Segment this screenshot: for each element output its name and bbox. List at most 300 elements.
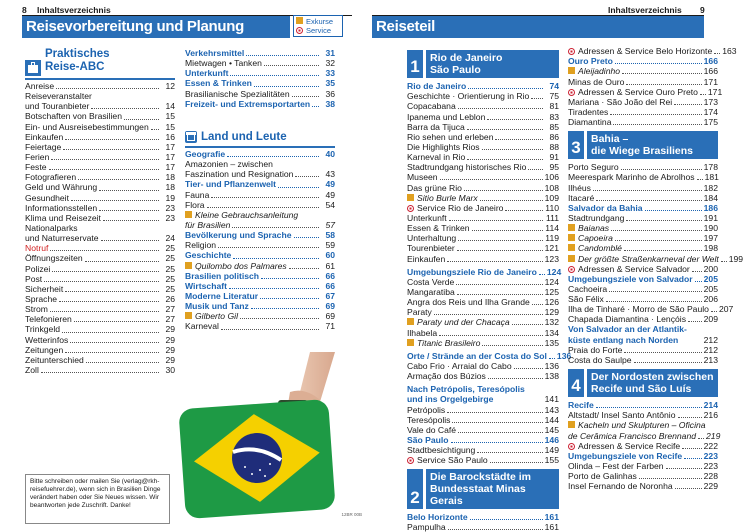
toc-entry-title: Paraty: [407, 307, 432, 318]
toc-entry-title: Einkaufen: [25, 131, 64, 142]
toc-entry-title: Umgebungsziele von Salvador: [568, 273, 693, 284]
excursion-icon: [568, 421, 575, 428]
toc-entry: [25, 284, 175, 294]
toc-entry-title: Paraty und der Chacaça: [417, 317, 510, 328]
toc-entry: [407, 182, 559, 192]
chapter-title: Die Barockstädte im: [430, 471, 531, 484]
building-icon: [185, 131, 197, 143]
toc-entry-page: 178: [703, 162, 718, 173]
toc-entry-page: 134: [544, 327, 559, 338]
toc-entry: [185, 271, 335, 281]
toc-entry-page: 110: [545, 202, 559, 213]
toc-entry-title: Stadtrundgang: [568, 212, 625, 223]
toc-entry: [185, 68, 335, 78]
photo-credit: 12BR 00B: [341, 512, 362, 517]
toc-entry-page: 61: [325, 260, 335, 271]
toc-entry-page: 18: [165, 182, 175, 193]
toc-entry-title: Brasilianische Spezialitäten: [185, 88, 290, 99]
toc-entry: [568, 355, 718, 365]
running-header-left: Inhaltsverzeichnis: [37, 5, 111, 15]
excursion-icon: [568, 234, 575, 241]
toc-entry-title: Belo Horizonte: [407, 512, 468, 523]
toc-entry: [568, 97, 718, 107]
toc-entry: [185, 301, 335, 311]
toc-entry: [185, 58, 335, 68]
toc-entry-title: Teresópolis: [407, 414, 451, 425]
chapter-heading: [407, 469, 559, 509]
toc-entry: [25, 274, 175, 284]
toc-entry-page: 19: [165, 192, 175, 203]
toc-column-1: [25, 81, 175, 375]
toc-entry-page: 181: [704, 172, 719, 183]
toc-entry: [185, 190, 335, 200]
toc-entry: [407, 425, 559, 435]
chapter-title: Bahia –: [591, 133, 629, 146]
excursion-icon: [185, 262, 192, 269]
toc-entry: [25, 253, 175, 263]
toc-entry-page: 31: [325, 47, 335, 58]
toc-entry-page: 66: [325, 270, 335, 281]
toc-entry: [407, 152, 559, 162]
toc-entry-page: 184: [703, 192, 718, 203]
toc-entry-title: Zeitungen: [25, 344, 64, 355]
excursion-icon: [185, 211, 192, 218]
toc-entry-page: 198: [703, 243, 718, 254]
toc-entry-title: Unterkunft: [185, 68, 229, 79]
toc-entry-title: Feste: [25, 162, 47, 173]
toc-entry-title: Armação dos Búzios: [407, 371, 486, 382]
toc-entry: [185, 159, 335, 169]
chapter-number: 4: [568, 369, 584, 397]
toc-entry-title: Post: [25, 273, 43, 284]
toc-entry-title: Wirtschaft: [185, 280, 227, 291]
toc-entry-page: 69: [325, 301, 335, 312]
section-title-line2: Reise-ABC: [45, 61, 105, 73]
toc-entry-title: Sicherheit: [25, 283, 64, 294]
toc-entry: [25, 223, 175, 233]
toc-entry-title: Ein- und Ausreisebestimmungen: [25, 121, 149, 132]
toc-entry-page: 81: [549, 101, 559, 112]
toc-entry-title: Anreise: [25, 80, 55, 91]
toc-entry-title: Trinkgeld: [25, 324, 61, 335]
toc-entry: [407, 223, 559, 233]
toc-entry-title: Capoeira: [578, 233, 613, 244]
toc-entry-title: Chapada Diamantina · Lençóis: [568, 314, 686, 325]
toc-entry: [25, 91, 175, 101]
toc-entry-title: Unterhaltung: [407, 233, 457, 244]
toc-entry-page: 205: [703, 283, 718, 294]
toc-entry-page: 124: [544, 276, 559, 287]
toc-entry: [568, 441, 718, 451]
toc-entry: [407, 253, 559, 263]
toc-entry-page: 186: [703, 202, 718, 213]
toc-entry: [407, 522, 559, 532]
toc-entry-page: 216: [703, 410, 718, 421]
toc-entry-title: Vale do Café: [407, 424, 457, 435]
toc-entry: [185, 169, 335, 179]
toc-entry-title: Fotografieren: [25, 172, 77, 183]
toc-entry-page: 136: [556, 350, 572, 361]
toc-entry: [407, 243, 559, 253]
toc-entry-title: São Paulo: [407, 434, 449, 445]
toc-entry-page: 223: [703, 460, 718, 471]
toc-entry: [25, 172, 175, 182]
toc-entry-page: 91: [549, 152, 559, 163]
excursion-icon: [568, 244, 575, 251]
toc-entry-page: 166: [703, 56, 718, 67]
toc-entry-page: 88: [549, 141, 559, 152]
toc-entry-title: Angra dos Reis und Ilha Grande: [407, 297, 530, 308]
toc-entry-title: São Félix: [568, 294, 604, 305]
toc-entry-page: 174: [703, 106, 718, 117]
toc-entry-title: Ouro Preto: [568, 56, 613, 67]
toc-entry-page: 111: [545, 212, 559, 223]
toc-entry-title: Freizeit- und Extremsportarten: [185, 98, 311, 109]
toc-entry: [185, 48, 335, 58]
toc-entry: [25, 365, 175, 375]
toc-entry: [568, 461, 718, 471]
toc-entry-page: 40: [325, 148, 335, 159]
toc-entry-title: Geld und Währung: [25, 182, 98, 193]
toc-entry-title: Titanic Brasileiro: [417, 337, 481, 348]
toc-entry-page: 109: [544, 192, 559, 203]
toc-entry-page: 106: [544, 172, 559, 183]
toc-entry: [407, 81, 559, 91]
toc-entry: [568, 243, 718, 253]
toc-entry: [407, 111, 559, 121]
toc-entry-title: Essen & Trinken: [407, 223, 470, 234]
toc-entry-title: Minas de Ouro: [568, 76, 625, 87]
toc-entry: [25, 182, 175, 192]
toc-entry-title: Stadtbesichtigung: [407, 445, 476, 456]
toc-entry-page: 29: [165, 344, 175, 355]
toc-entry-title: Rio sehen und erleben: [407, 131, 494, 142]
toc-entry-title: Mangaratiba: [407, 286, 455, 297]
toc-entry-title: Gilberto Gil: [195, 311, 238, 322]
toc-entry: [568, 76, 718, 86]
toc-entry-page: 67: [325, 290, 335, 301]
toc-entry-title: Geschichte: [185, 250, 232, 261]
toc-entry: [407, 203, 559, 213]
toc-entry-page: 222: [703, 440, 718, 451]
toc-entry-page: 205: [703, 273, 718, 284]
toc-entry-title: Recife: [568, 400, 594, 411]
toc-entry-page: 132: [544, 317, 559, 328]
toc-entry: [25, 111, 175, 121]
toc-entry: [25, 314, 175, 324]
toc-entry-page: 119: [545, 233, 559, 244]
toc-entry-title: Sprache: [25, 293, 58, 304]
toc-entry: [407, 101, 559, 111]
toc-entry: [407, 193, 559, 203]
toc-entry-title: Essen & Trinken: [185, 78, 252, 89]
toc-entry-page: 95: [549, 162, 559, 173]
toc-entry-page: 17: [165, 141, 175, 152]
toc-entry-page: 18: [165, 172, 175, 183]
chapter-title: Recife und São Luís: [591, 382, 692, 395]
toc-entry-page: 161: [544, 512, 559, 523]
toc-entry-title: Das grüne Rio: [407, 182, 462, 193]
toc-entry: [407, 132, 559, 142]
toc-entry-page: 123: [544, 253, 559, 264]
toc-entry-title: Geografie: [185, 148, 226, 159]
toc-entry: [568, 410, 718, 420]
toc-entry-page: 16: [165, 131, 175, 142]
toc-entry-title: Museen: [407, 172, 438, 183]
running-header-right: Inhaltsverzeichnis: [608, 5, 682, 15]
toc-entry: [25, 345, 175, 355]
toc-entry-title: Mariana · São João del Rei: [568, 96, 673, 107]
toc-entry: [568, 162, 718, 172]
toc-entry-title: Informationsstellen: [25, 202, 98, 213]
chapter-number: 3: [568, 131, 584, 159]
suitcase-icon: [25, 60, 41, 76]
toc-entry: [25, 355, 175, 365]
toc-entry-title: Ilhéus: [568, 182, 591, 193]
toc-entry-page: 199: [728, 253, 743, 264]
toc-entry-title: Der größte Straßenkarneval der Welt: [578, 253, 719, 264]
toc-entry-page: 212: [703, 344, 718, 355]
toc-entry: [568, 193, 718, 203]
toc-entry: [407, 287, 559, 297]
toc-entry: [25, 304, 175, 314]
toc-entry-page: 228: [703, 471, 718, 482]
toc-entry-title: Costa do Saulpe: [568, 354, 632, 365]
toc-entry-title: Kacheln und Skulpturen – Oficina: [578, 420, 706, 431]
toc-entry-page: 17: [165, 162, 175, 173]
toc-entry-page: 15: [165, 111, 175, 122]
toc-entry: [407, 404, 559, 414]
toc-entry-title: Adressen & Service Ouro Preto: [578, 86, 698, 97]
chapter-banner-left: Reisevorbereitung und Planung: [22, 16, 290, 38]
toc-entry-title: Kleine Gebrauchsanleitung: [195, 209, 299, 220]
toc-entry-page: 83: [549, 111, 559, 122]
toc-entry-page: 114: [545, 223, 559, 234]
toc-entry-page: 166: [703, 66, 718, 77]
toc-entry: [185, 210, 335, 220]
toc-entry: [407, 350, 572, 361]
toc-entry: [407, 142, 559, 152]
toc-entry: [568, 182, 718, 192]
toc-entry-title: Botschaften von Brasilien: [25, 111, 122, 122]
toc-entry: [407, 266, 562, 277]
toc-entry-page: 60: [325, 250, 335, 261]
toc-entry-page: 38: [325, 98, 335, 109]
toc-entry-title: Karneval in Rio: [407, 152, 466, 163]
toc-entry-page: 33: [325, 68, 335, 79]
toc-column-3: [407, 46, 572, 532]
toc-entry-page: 86: [549, 131, 559, 142]
toc-entry: [185, 250, 335, 260]
toc-entry-page: 126: [544, 297, 559, 308]
toc-entry-page: 23: [165, 202, 175, 213]
toc-entry-title: Salvador da Bahia: [568, 202, 643, 213]
toc-entry-title: Telefonieren: [25, 314, 72, 325]
toc-entry-page: 124: [546, 266, 562, 277]
chapter-heading: [568, 131, 718, 159]
toc-entry: [568, 117, 718, 127]
toc-entry: [407, 122, 559, 132]
excursion-icon: [296, 17, 303, 24]
toc-entry-page: 138: [544, 371, 559, 382]
toc-entry-page: 25: [165, 253, 175, 264]
excursion-icon: [568, 224, 575, 231]
toc-entry-title: Ferien: [25, 151, 50, 162]
toc-entry-page: 59: [325, 240, 335, 251]
toc-entry-page: 125: [544, 286, 559, 297]
toc-entry-page: 214: [703, 400, 718, 411]
toc-entry-title: Tourenbieter: [407, 243, 455, 254]
toc-entry: [25, 264, 175, 274]
toc-entry: [407, 371, 559, 381]
excursion-icon: [407, 339, 414, 346]
toc-entry-page: 200: [703, 263, 718, 274]
toc-entry-title: Unterkunft: [407, 212, 447, 223]
toc-entry: [407, 162, 559, 172]
toc-subheading: Von Salvador an der Atlantik-: [568, 324, 687, 335]
toc-entry-page: 26: [165, 293, 175, 304]
toc-entry-page: 29: [165, 324, 175, 335]
toc-entry-title: Verkehrsmittel: [185, 47, 245, 58]
toc-entry-title: Ipanema und Leblon: [407, 111, 486, 122]
toc-entry: [25, 142, 175, 152]
toc-entry: [568, 400, 718, 410]
toc-entry-page: 175: [703, 117, 718, 128]
service-icon: [407, 457, 414, 464]
toc-entry-title: Reiseveranstalter: [25, 91, 92, 102]
toc-entry: [568, 233, 718, 243]
toc-entry: [568, 451, 718, 461]
toc-entry: [185, 99, 335, 109]
toc-column-2b: [185, 149, 335, 332]
toc-entry-title: Flora: [185, 199, 205, 210]
toc-subheading: und ins Orgelgebirge: [407, 394, 494, 405]
toc-entry-title: Einkaufen: [407, 253, 446, 264]
toc-entry: [185, 179, 335, 189]
chapter-title: Rio de Janeiro: [430, 52, 503, 64]
toc-entry-page: 223: [703, 450, 718, 461]
reader-note: Bitte schreiben oder mailen Sie (verlag@rkh-reisefuehrer.de), wenn sich in Brasilien Dinge verändert haben oder Sie Neues wissen. Wir beantworten jede Zuschrift. Danke!: [25, 474, 170, 524]
toc-entry-page: 25: [165, 263, 175, 274]
toc-entry: [25, 243, 175, 253]
toc-entry-page: 66: [325, 280, 335, 291]
toc-entry-title: Gesundheit: [25, 192, 69, 203]
toc-entry: [185, 321, 335, 331]
toc-entry: [568, 172, 718, 182]
toc-entry-page: 17: [165, 151, 175, 162]
toc-entry: [25, 294, 175, 304]
toc-entry-page: 141: [544, 394, 559, 405]
toc-entry: [407, 307, 559, 317]
toc-entry-page: 25: [165, 273, 175, 284]
toc-entry-title: Adressen & Service Recife: [578, 440, 681, 451]
toc-entry: [185, 200, 335, 210]
toc-entry: [568, 314, 718, 324]
toc-entry-title: Itacaré: [568, 192, 595, 203]
toc-entry-page: 74: [549, 81, 559, 92]
toc-entry-page: 146: [544, 434, 559, 445]
toc-entry-page: 121: [544, 243, 559, 254]
toc-entry-title: Notruf: [25, 243, 49, 254]
toc-entry-title: Orte / Strände an der Costa do Sol: [407, 350, 547, 361]
toc-entry-title: Cabo Frio · Arraial do Cabo: [407, 360, 512, 371]
toc-entry: [25, 101, 175, 111]
toc-entry-title: Meerespark Marinho de Abrolhos: [568, 172, 695, 183]
toc-entry-page: 136: [544, 360, 559, 371]
toc-entry: [407, 445, 559, 455]
toc-entry: [185, 78, 335, 88]
toc-entry-title: Stadtrundgang historisches Rio: [407, 162, 527, 173]
toc-entry-title: Amazonien – zwischen: [185, 159, 273, 170]
toc-entry: [407, 297, 559, 307]
toc-entry-title: Die Highlights Rios: [407, 141, 480, 152]
toc-entry-page: 129: [544, 307, 559, 318]
toc-entry-title: Ilha de Tinharé · Morro de São Paulo: [568, 304, 709, 315]
toc-entry: [568, 284, 718, 294]
toc-entry: [407, 172, 559, 182]
toc-entry-title: Wetterinfos: [25, 334, 69, 345]
toc-entry-page: 171: [707, 86, 723, 97]
toc-entry: [407, 233, 559, 243]
toc-entry-page: 155: [544, 455, 559, 466]
toc-entry: [568, 420, 718, 430]
toc-entry: [25, 335, 175, 345]
toc-subheading: Nach Petrópolis, Teresópolis: [407, 384, 525, 395]
toc-entry-page: 182: [703, 182, 718, 193]
toc-entry: [407, 277, 559, 287]
toc-entry: [25, 81, 175, 91]
toc-entry-title: Rio de Janeiro: [407, 81, 467, 92]
toc-entry: [407, 415, 559, 425]
service-icon: [568, 48, 575, 55]
toc-entry: [407, 213, 559, 223]
toc-entry-title: Religion: [185, 240, 217, 251]
suitcase-photo: [180, 352, 365, 520]
toc-entry-title: Brasilien politisch: [185, 270, 260, 281]
toc-entry-page: 35: [325, 78, 335, 89]
toc-entry: [185, 89, 335, 99]
toc-entry-page: 27: [165, 304, 175, 315]
page-number-right: 9: [700, 5, 705, 15]
toc-entry-title: Zeitunterschied: [25, 354, 84, 365]
toc-entry-title: Ilhabela: [407, 327, 438, 338]
toc-entry-title: Diamantina: [568, 117, 612, 128]
toc-entry: [568, 471, 718, 481]
toc-entry: [407, 327, 559, 337]
toc-entry-page: 209: [703, 314, 718, 325]
toc-entry-page: 69: [325, 311, 335, 322]
toc-entry: [25, 213, 175, 223]
toc-entry-page: 71: [325, 321, 335, 332]
toc-entry-title: Geschichte · Orientierung in Rio: [407, 91, 530, 102]
excursion-icon: [407, 318, 414, 325]
toc-entry-title: Pampulha: [407, 522, 446, 532]
toc-entry-page: 54: [325, 199, 335, 210]
toc-entry-title: Altstadt/ Insel Santo Antônio: [568, 410, 676, 421]
service-icon: [568, 266, 575, 273]
section-heading-abc: [25, 48, 175, 78]
toc-entry: [407, 455, 559, 465]
toc-entry-page: 23: [165, 212, 175, 223]
toc-entry-title: Service Rio de Janeiro: [417, 202, 504, 213]
toc-entry-page: 58: [325, 230, 335, 241]
toc-entry-page: 24: [165, 233, 175, 244]
toc-entry-title: Öffnungszeiten: [25, 253, 83, 264]
toc-entry-title: Tiradentes: [568, 106, 609, 117]
excursion-icon: [407, 194, 414, 201]
chapter-banner-right: Reiseteil: [372, 16, 704, 38]
toc-entry-page: 30: [165, 364, 175, 375]
